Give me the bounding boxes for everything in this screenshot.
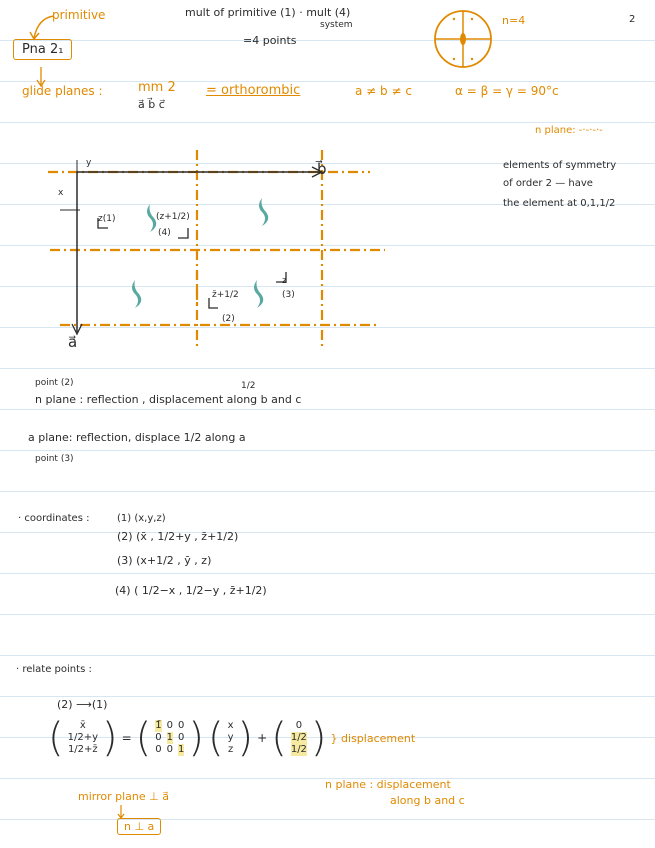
vector-left: x̄ 1/2+y 1/2+z̄ [67,720,98,755]
x-label: x [58,188,64,198]
primitive-label: primitive [52,8,106,22]
symmetry-note-3: the element at 0,1,1/2 [503,198,616,209]
vector-displacement: 0 1/2 1/2 [290,720,307,755]
space-group-name: Pna 2₁ [22,42,64,57]
point21-note: point (2) [35,378,74,388]
space-group-box [13,39,72,60]
symmetry-circle-icon [432,8,494,70]
half-note: 1/2 [241,381,256,391]
n-plane-displacement-1: n plane : displacement [325,778,451,791]
y-label: y [86,158,92,168]
symmetry-note-1: elements of symmetry [503,160,617,171]
multiplicity-line: mult of primitive (1) · mult (4) [185,6,351,19]
point-z-plus-half-label: (z+1/2) [156,212,190,222]
vector-xyz: x y z [227,720,234,755]
primitive-arrow [28,12,58,42]
multiplicity-system: system [320,20,353,30]
mirror-plane-note: mirror plane ⊥ a⃗ [78,790,169,803]
point2-index: (2) [222,314,235,324]
coordinates-title: · coordinates : [18,513,90,524]
coord-3: (3) (x+1/2 , ȳ , z) [117,554,212,567]
n-plane-legend: n plane: -·-·-·- [535,125,603,136]
coord-4: (4) ( 1/2−x , 1/2−y , z̄+1/2) [115,584,267,597]
n-plane-note: n plane : reflection , displacement along b and c [35,393,302,406]
crystal-system: = orthorombic [206,83,301,98]
coord-1: (1) (x,y,z) [117,513,166,524]
point3-index: (3) [282,290,295,300]
multiplicity-result: =4 points [243,34,297,47]
glide-planes-label: glide planes : [22,84,103,98]
page-number: 2 [629,14,636,25]
point2-label: z̄+1/2 [212,290,239,300]
matrix-equation: ( x̄ 1/2+y 1/2+z̄ ) = ( 1̄ 0 0 0 1 0 0 0 1 ) ( x y z ) + ( 0 1/2 1/2 ) } displacement [48,715,416,761]
point1-label: z(1) [98,214,116,224]
rotation-matrix: 1̄ 0 0 0 1 0 0 0 1 [155,720,185,755]
point3-label: z [282,276,287,286]
relate-title: · relate points : [16,664,92,675]
coord-2: (2) (x̄ , 1/2+y , z̄+1/2) [117,530,239,543]
glide-axes: a⃗ b⃗ c⃗ [138,98,165,111]
point3-note: point (3) [35,454,74,464]
relate-arrow: (2) ⟶(1) [57,698,108,711]
displacement-label: } displacement [330,731,416,745]
unit-cell-diagram [40,140,400,360]
a-axis-label: a⃗ [68,333,78,351]
a-plane-note: a plane: reflection, displace 1/2 along a [28,431,246,444]
n-plane-displacement-2: along b and c [390,794,465,807]
angles-condition: α = β = γ = 90°c [455,84,559,98]
symmetry-note-2: of order 2 — have [503,178,593,189]
n-perp-a-box: n ⊥ a [117,818,161,835]
glide-symbol: mm 2 [138,80,176,95]
b-axis-label: b⃗ [317,160,327,178]
axes-condition: a ≠ b ≠ c [355,84,412,98]
symbol-n-label: n=4 [502,14,526,27]
point4-label: (4) [158,228,171,238]
